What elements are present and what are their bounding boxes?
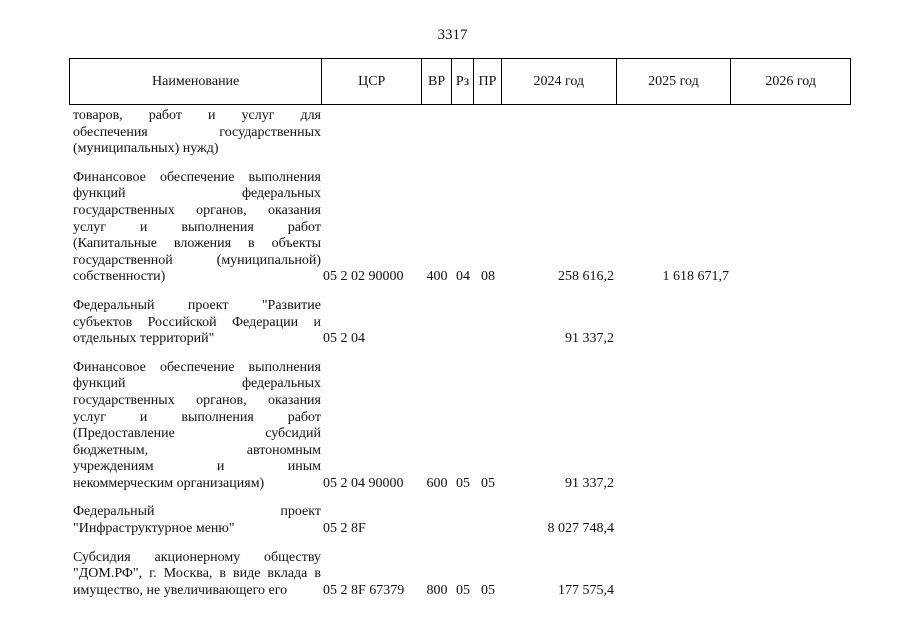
header-csr: ЦСР <box>322 59 422 104</box>
cell-csr: 05 2 02 90000 <box>323 269 404 285</box>
name-line: собственности) <box>73 269 166 285</box>
name-line: (муниципальных) нужд) <box>73 141 219 157</box>
cell-name <box>69 550 321 600</box>
cell-vr: 800 <box>426 582 448 598</box>
cell-name <box>69 360 321 493</box>
name-line: "ДОМ.РФ", г. Москва, в виде вклада в <box>73 566 321 582</box>
name-line: субъектов Российской Федерации и <box>73 314 321 330</box>
name-line: государственной (муниципальной) <box>73 252 321 268</box>
cell-2025: 1 618 671,7 <box>662 269 729 285</box>
cell-name <box>69 170 321 286</box>
header-2026: 2026 год <box>765 73 816 89</box>
header-name: Наименование <box>70 59 322 104</box>
table-row <box>69 504 851 537</box>
header-2025: 2025 год <box>617 59 732 104</box>
cell-name <box>69 298 321 348</box>
cell-csr: 05 2 8F <box>323 521 366 537</box>
table-row <box>69 298 851 348</box>
name-line: Субсидия акционерному обществу <box>73 549 321 565</box>
cell-csr: 05 2 8F 67379 <box>323 582 405 598</box>
table-row <box>69 360 851 493</box>
header-vr: ВР <box>422 59 452 104</box>
cell-csr: 05 2 04 <box>323 331 365 347</box>
name-line: обеспечения государственных <box>73 124 321 140</box>
table-row <box>69 170 851 286</box>
name-line: имущество, не увеличивающего его <box>73 582 288 598</box>
cell-pr: 08 <box>481 269 495 285</box>
cell-2024: 258 616,2 <box>558 269 614 285</box>
table-header <box>69 58 851 105</box>
cell-name <box>69 504 321 537</box>
cell-rz: 05 <box>456 582 470 598</box>
name-line: функций федеральных <box>73 186 321 202</box>
cell-pr: 05 <box>481 475 495 491</box>
cell-name <box>69 108 321 158</box>
name-line: государственных органов, оказания <box>73 202 321 218</box>
table-row <box>69 550 851 600</box>
cell-2024: 91 337,2 <box>565 475 614 491</box>
name-line: "Инфраструктурное меню" <box>73 521 235 537</box>
table-row <box>69 108 851 158</box>
table-body <box>69 108 851 599</box>
header-pr: ПР <box>474 59 502 104</box>
header-rz: Рз <box>452 59 474 104</box>
name-line: (Капитальные вложения в объекты <box>73 236 321 252</box>
cell-2024: 8 027 748,4 <box>547 521 614 537</box>
cell-2024: 177 575,4 <box>558 582 614 598</box>
name-line: государственных органов, оказания <box>73 392 321 408</box>
cell-vr: 400 <box>426 269 448 285</box>
name-line: Федеральный проект <box>73 504 321 520</box>
name-line: Федеральный проект "Развитие <box>73 297 321 313</box>
cell-pr: 05 <box>481 582 495 598</box>
name-line: некоммерческим организациям) <box>73 475 265 491</box>
cell-rz: 04 <box>456 269 470 285</box>
name-line: учреждениям и иным <box>73 459 321 475</box>
cell-vr: 600 <box>426 475 448 491</box>
cell-2024: 91 337,2 <box>565 331 614 347</box>
name-line: отдельных территорий" <box>73 331 215 347</box>
page-number: 3317 <box>437 27 468 43</box>
name-line: услуг и выполнения работ <box>73 219 321 235</box>
cell-csr: 05 2 04 90000 <box>323 475 404 491</box>
name-line: (Предоставление субсидий <box>73 426 321 442</box>
name-line: услуг и выполнения работ <box>73 409 321 425</box>
header-2024: 2024 год <box>502 59 617 104</box>
name-line: товаров, работ и услуг для <box>73 108 321 123</box>
name-line: бюджетным, автономным <box>73 442 321 458</box>
name-line: Финансовое обеспечение выполнения <box>73 169 321 185</box>
name-line: Финансовое обеспечение выполнения <box>73 359 321 375</box>
name-line: функций федеральных <box>73 376 321 392</box>
cell-rz: 05 <box>456 475 470 491</box>
